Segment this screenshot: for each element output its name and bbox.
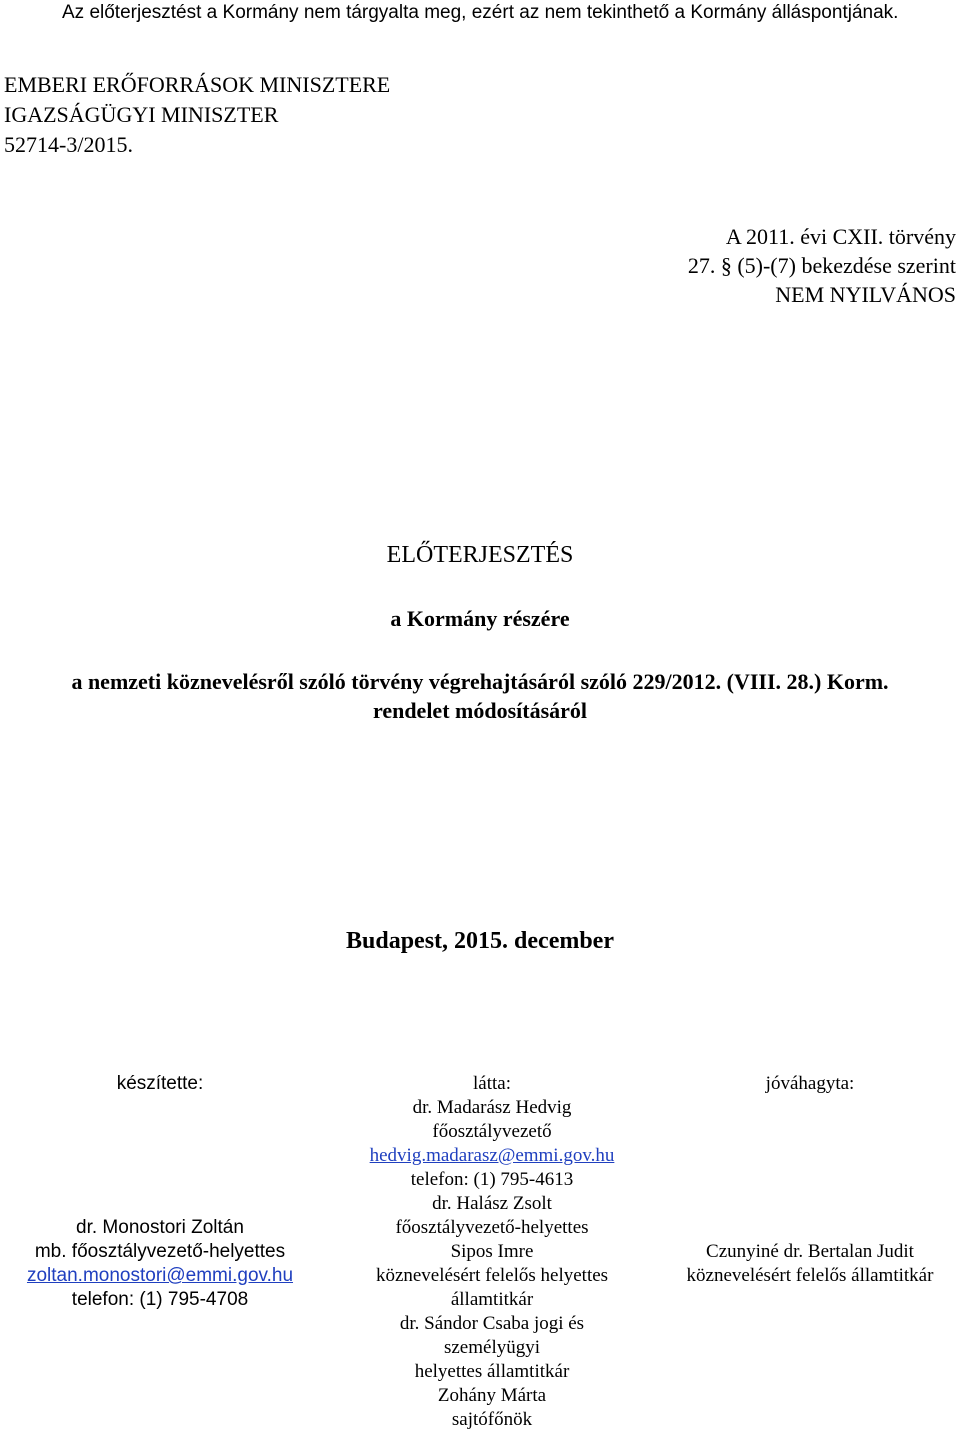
- signature-space: [660, 1120, 960, 1144]
- confidentiality-mark: NEM NYILVÁNOS: [775, 282, 956, 307]
- signature-prepared-column: [0, 1072, 320, 1312]
- prepared-name: dr. Monostori Zoltán: [76, 1217, 244, 1238]
- seen-line: személyügyi: [443, 1337, 541, 1358]
- prepared-phone: telefon: (1) 795-4708: [71, 1289, 249, 1310]
- approved-label: jóváhagyta:: [765, 1073, 855, 1094]
- seen-line: dr. Madarász Hedvig: [412, 1097, 572, 1118]
- not-discussed-notice: Az előterjesztést a Kormány nem tárgyalta meg, ezért az nem tekinthető a Kormány álláspontjának.: [62, 2, 899, 23]
- signature-space: [660, 1192, 960, 1216]
- signature-space: [0, 1192, 320, 1216]
- signature-approved-column: [660, 1072, 960, 1288]
- signature-space: [0, 1120, 320, 1144]
- legal-basis-line-2: 27. § (5)-(7) bekezdése szerint: [687, 253, 956, 278]
- seen-line: Sipos Imre: [450, 1241, 534, 1262]
- subject-line-1: a nemzeti köznevelésről szóló törvény végrehajtásáról szóló 229/2012. (VIII. 28.) Korm.: [71, 669, 889, 694]
- ministry-name-1: EMBERI ERŐFORRÁSOK MINISZTERE: [4, 72, 391, 97]
- signature-space: [660, 1216, 960, 1240]
- signature-space: [660, 1144, 960, 1168]
- signature-space: [0, 1168, 320, 1192]
- seen-line: főosztályvezető-helyettes: [395, 1217, 589, 1238]
- approved-title: köznevelésért felelős államtitkár: [686, 1265, 934, 1286]
- seen-line: főosztályvezető: [432, 1121, 552, 1142]
- seen-line: helyettes államtitkár: [414, 1361, 570, 1382]
- prepared-title: mb. főosztályvezető-helyettes: [34, 1241, 286, 1262]
- approved-name: Czunyiné dr. Bertalan Judit: [706, 1241, 914, 1262]
- signature-space: [660, 1096, 960, 1120]
- prepared-label: készítette:: [116, 1073, 204, 1094]
- seen-line: dr. Halász Zsolt: [432, 1193, 552, 1214]
- seen-line: telefon: (1) 795-4613: [410, 1169, 574, 1190]
- reference-number: 52714-3/2015.: [4, 132, 133, 157]
- seen-line: sajtófőnök: [451, 1409, 533, 1430]
- subject-title: [0, 667, 960, 725]
- signature-seen-column: [332, 1072, 652, 1432]
- seen-line: államtitkár: [450, 1289, 534, 1310]
- seen-line: Zohány Márta: [437, 1385, 547, 1406]
- seen-label: látta:: [473, 1073, 511, 1094]
- signature-space: [0, 1144, 320, 1168]
- legal-basis-line-1: A 2011. évi CXII. törvény: [725, 224, 956, 249]
- signature-space: [660, 1168, 960, 1192]
- signature-space: [0, 1096, 320, 1120]
- seen-email-link[interactable]: hedvig.madarasz@emmi.gov.hu: [369, 1145, 615, 1166]
- subject-line-2: rendelet módosításáról: [372, 698, 588, 723]
- recipient-line: a Kormány részére: [390, 606, 570, 631]
- prepared-email-link[interactable]: zoltan.monostori@emmi.gov.hu: [26, 1265, 294, 1286]
- place-and-date: Budapest, 2015. december: [346, 928, 614, 954]
- document-type-title: ELŐTERJESZTÉS: [386, 542, 574, 568]
- seen-line: dr. Sándor Csaba jogi és: [399, 1313, 585, 1334]
- ministry-name-2: IGAZSÁGÜGYI MINISZTER: [4, 102, 279, 127]
- seen-line: köznevelésért felelős helyettes: [375, 1265, 609, 1286]
